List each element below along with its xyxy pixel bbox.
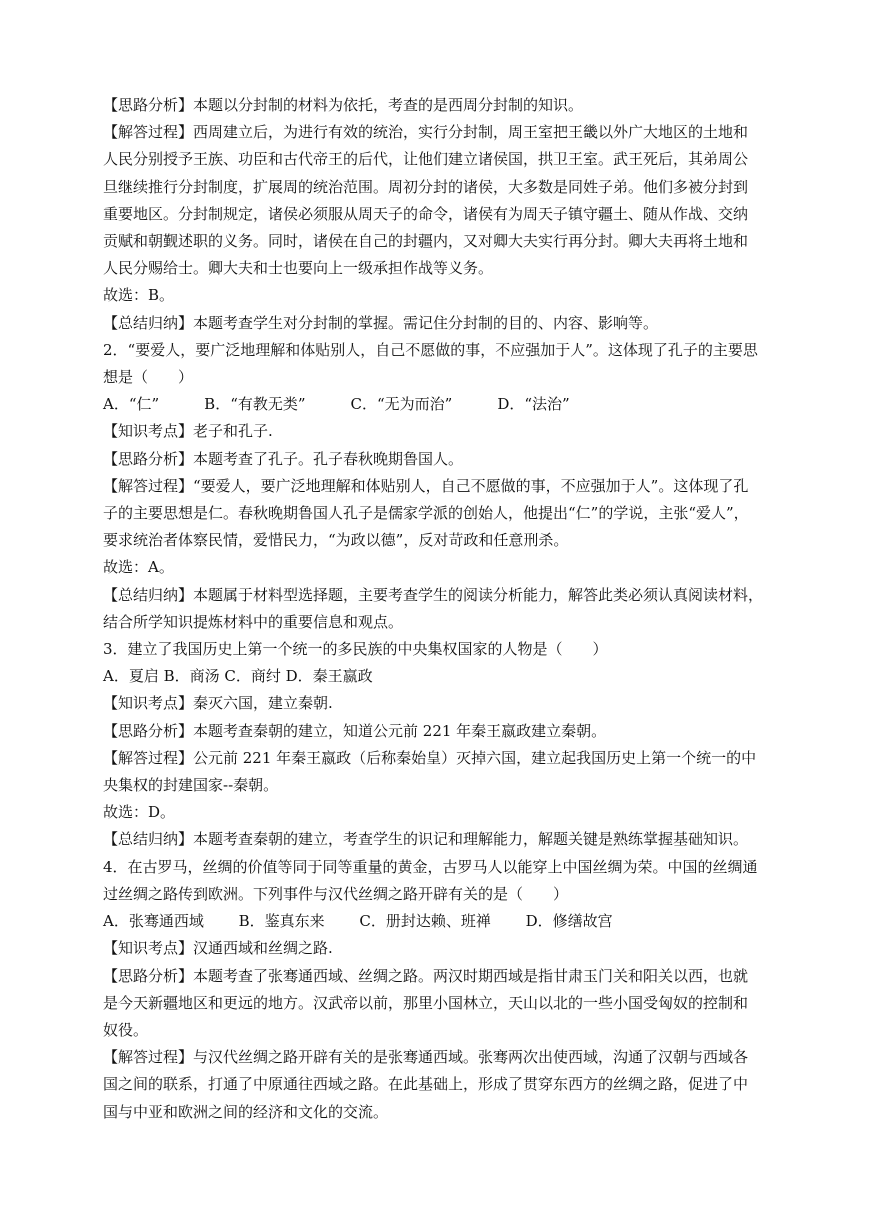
question-3-analysis: 【思路分析】本题考查秦朝的建立，知道公元前 221 年秦王嬴政建立秦朝。 (103, 721, 607, 740)
question-4-solution-line-3: 国与中亚和欧洲之间的经济和文化的交流。 (103, 1102, 389, 1121)
question-3-stem: 3．建立了我国历史上第一个统一的多民族的中央集权国家的人物是（ ） (103, 640, 608, 659)
question-4-analysis-line-1: 【思路分析】本题考查了张骞通西域、丝绸之路。两汉时期西域是指甘肃玉门关和阳关以西，也就 (103, 966, 749, 985)
question-2-solution-line-1: 【解答过程】“要爱人，要广泛地理解和体贴别人，自己不愿做的事，不应强加于人”。这体现了孔 (103, 476, 749, 495)
solution-paragraph-1-line-1: 【解答过程】西周建立后，为进行有效的统治，实行分封制，周王室把王畿以外广大地区的土地和 (103, 123, 749, 142)
solution-paragraph-1-line-2: 人民分别授予王族、功臣和古代帝王的后代，让他们建立诸侯国，拱卫王室。武王死后，其弟周公 (103, 150, 749, 169)
analysis-paragraph-1-line-1: 【思路分析】本题以分封制的材料为依托，考查的是西周分封制的知识。 (103, 96, 584, 114)
question-4-solution-line-2: 国之间的联系，打通了中原通往西域之路。在此基础上，形成了贯穿东西方的丝绸之路，促进了中 (103, 1075, 749, 1094)
question-4-solution-line-1: 【解答过程】与汉代丝绸之路开辟有关的是张骞通西域。张骞两次出使西域，沟通了汉朝与西域各 (103, 1048, 749, 1067)
question-3-solution-line-1: 【解答过程】公元前 221 年秦王嬴政（后称秦始皇）灭掉六国，建立起我国历史上第一个统一的中 (103, 748, 757, 767)
question-4-analysis-line-2: 是今天新疆地区和更远的地方。汉武帝以前，那里小国林立，天山以北的一些小国受匈奴的控制和 (103, 993, 749, 1012)
question-2-stem-line-2: 想是（ ） (103, 368, 194, 387)
question-4-stem-line-2: 过丝绸之路传到欧洲。下列事件与汉代丝绸之路开辟有关的是（ ） (103, 884, 569, 903)
solution-paragraph-1-line-3: 旦继续推行分封制度，扩展周的统治范围。周初分封的诸侯，大多数是同姓子弟。他们多被分封到 (103, 177, 749, 196)
question-2-summary-line-2: 结合所学知识提炼材料中的重要信息和观点。 (103, 612, 404, 631)
question-3-answer: 故选：D。 (103, 803, 176, 822)
question-4-analysis-line-3: 奴役。 (103, 1020, 149, 1039)
question-2-stem-line-1: 2．“要爱人，要广泛地理解和体贴别人，自己不愿做的事，不应强加于人”。这体现了孔子的主要思 (103, 340, 758, 359)
question-2-solution-line-2: 子的主要思想是仁。春秋晚期鲁国人孔子是儒家学派的创始人，他提出“仁”的学说，主张“爱人”， (103, 504, 749, 523)
question-2-analysis: 【思路分析】本题考查了孔子。孔子春秋晚期鲁国人。 (103, 449, 464, 468)
document-page (103, 92, 765, 1126)
answer-line-1: 故选：B。 (103, 286, 175, 305)
question-3-options: A．夏启 B．商汤 C．商纣 D．秦王嬴政 (103, 667, 373, 686)
solution-paragraph-1-line-5: 贡赋和朝觐述职的义务。同时，诸侯在自己的封疆内，又对卿大夫实行再分封。卿大夫再将土地和 (103, 232, 749, 251)
solution-paragraph-1-line-6: 人民分赐给士。卿大夫和士也要向上一级承担作战等义务。 (103, 259, 494, 278)
question-4-stem-line-1: 4．在古罗马，丝绸的价值等同于同等重量的黄金，古罗马人以能穿上中国丝绸为荣。中国的丝绸通 (103, 857, 758, 876)
question-3-solution-line-2: 央集权的封建国家--秦朝。 (103, 776, 279, 795)
question-2-knowledge-point: 【知识考点】老子和孔子. (103, 422, 273, 441)
question-3-summary: 【总结归纳】本题考查秦朝的建立，考查学生的识记和理解能力，解题关键是熟练掌握基础知识。 (103, 830, 749, 849)
question-4-knowledge-point: 【知识考点】汉通西域和丝绸之路. (103, 939, 333, 958)
question-4-options: A．张骞通西域 B．鉴真东来 C．册封达赖、班禅 D．修缮故宫 (103, 912, 613, 931)
question-2-summary-line-1: 【总结归纳】本题属于材料型选择题，主要考查学生的阅读分析能力，解答此类必须认真阅读材料， (103, 585, 764, 604)
question-2-answer: 故选：A。 (103, 558, 174, 577)
question-2-solution-line-3: 要求统治者体察民情，爱惜民力，“为政以德”，反对苛政和任意刑杀。 (103, 531, 569, 550)
question-2-options: A．“仁” B．“有教无类” C．“无为而治” D．“法治” (103, 395, 570, 414)
summary-line-1: 【总结归纳】本题考查学生对分封制的掌握。需记住分封制的目的、内容、影响等。 (103, 313, 659, 332)
question-3-knowledge-point: 【知识考点】秦灭六国，建立秦朝. (103, 694, 333, 713)
solution-paragraph-1-line-4: 重要地区。分封制规定，诸侯必须服从周天子的命令，诸侯有为周天子镇守疆土、随从作战、交纳 (103, 204, 749, 223)
